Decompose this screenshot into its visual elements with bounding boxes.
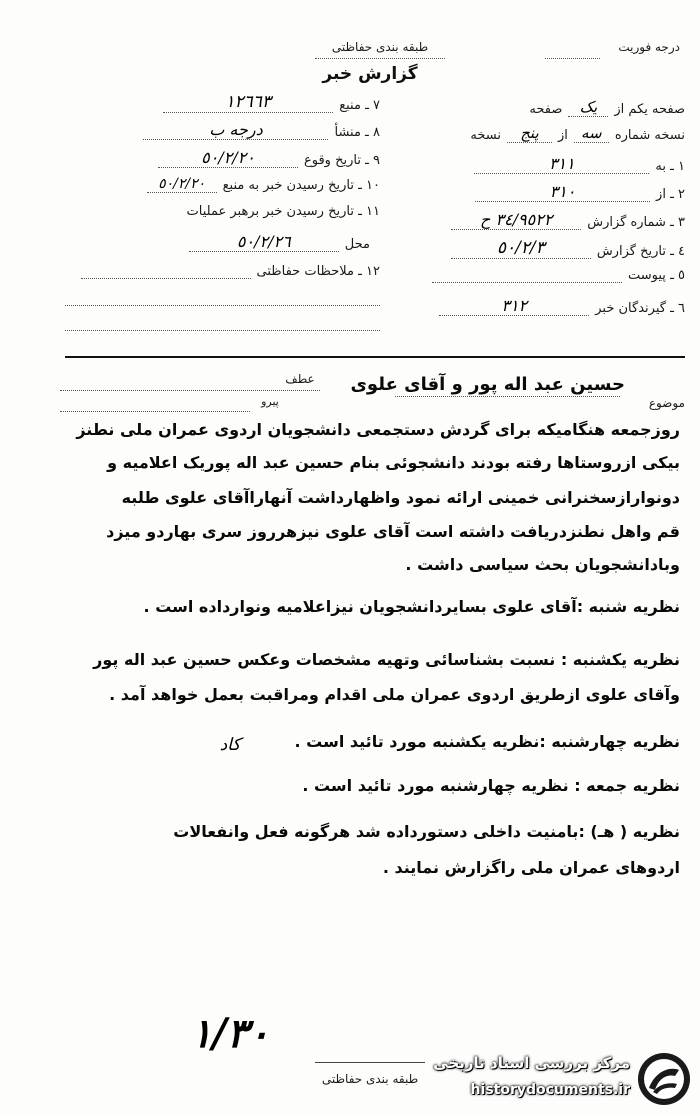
field-label: ٨ ـ منشأ xyxy=(334,125,380,140)
body-line-11: نظریه ( هـ) :بامنیت داخلی دستورداده شد هرگونه فعل وانفعالات xyxy=(173,822,680,841)
field-label: ١ ـ به xyxy=(655,159,685,174)
field-recipients xyxy=(415,296,685,316)
field-mid: از xyxy=(557,128,568,143)
field-value: ١٢٦٦٣ xyxy=(163,92,333,113)
field-line xyxy=(432,280,622,283)
body-line-8: وآقای علوی ازطریق اردوی عمران ملی اقدام ومراقبت بعمل خواهد آمد . xyxy=(109,685,680,704)
watermark-block xyxy=(415,1048,695,1110)
field-label: ١١ ـ تاریخ رسیدن خبر برهبر عملیات xyxy=(186,204,380,219)
field-label: ١٠ ـ تاریخ رسیدن خبر به منبع xyxy=(222,178,380,193)
field-value: ٣١٢ xyxy=(439,296,589,316)
field-label: ٣ ـ شماره گزارش xyxy=(587,215,685,230)
body-line-2: بیکی ازروستاها رفته بودند دانشجوئی بنام حسین عبد اله پوریک اعلامیه و xyxy=(107,453,680,472)
field-label: صفحه یکم از xyxy=(614,102,685,117)
field-value: ٣١٠ xyxy=(475,182,650,202)
field-label: ٩ ـ تاریخ وقوع xyxy=(303,153,380,168)
body-line-4: قم واهل نطنزدریافت داشته است آقای علوی نیزهرروز سری بهاردو میزد xyxy=(106,522,680,541)
margin-note: کاد xyxy=(219,735,241,755)
subject-underline xyxy=(395,396,620,397)
header-divider xyxy=(65,356,685,358)
field-received-by-leader xyxy=(60,204,380,219)
field-copy-number xyxy=(415,124,685,143)
form-title: گزارش خبر xyxy=(322,64,418,84)
field-received-by-source xyxy=(60,176,380,193)
field-label: ٦ ـ گیرندگان خبر xyxy=(595,301,685,316)
field-page xyxy=(415,98,685,117)
field-to xyxy=(415,154,685,174)
reference-label: عطف xyxy=(285,372,315,386)
right-fields xyxy=(415,98,685,328)
field-value: ٥٠/٢/٣ xyxy=(451,238,591,259)
field-suffix: نسخه xyxy=(470,128,501,143)
field-occurrence-date xyxy=(60,148,380,168)
field-value: ٣١١ xyxy=(474,154,649,174)
follow-up-label: پیرو xyxy=(261,395,279,408)
field-value: ٣٤/٩٥٢٢ ح xyxy=(451,210,581,230)
field-value: ٥٠/٢/٢٦ xyxy=(189,232,339,252)
field-report-date xyxy=(415,238,685,259)
field-label: نسخه شماره xyxy=(614,128,685,143)
field-value: سه xyxy=(574,124,609,143)
field-label: ٢ ـ از xyxy=(656,187,685,202)
priority-line xyxy=(545,58,600,59)
left-fields xyxy=(60,92,380,322)
field-value-2: پنج xyxy=(507,124,552,143)
field-label: محل xyxy=(344,237,370,252)
field-label: ٤ ـ تاریخ گزارش xyxy=(596,244,685,259)
remarks-line-3 xyxy=(65,330,380,331)
field-label: ١٢ ـ ملاحظات حفاظتی xyxy=(256,264,380,279)
body-line-5: وبادانشجویان بحث سیاسی داشت . xyxy=(405,555,680,574)
classification-label-top: طبقه بندی حفاظتی xyxy=(331,40,429,54)
reference-line xyxy=(60,390,320,391)
field-origin xyxy=(60,120,380,140)
field-label: ٥ ـ پیوست xyxy=(628,268,685,283)
body-line-7: نظریه یکشنبه : نسبت بشناسائی وتهیه مشخصات وعکس حسین عبد اله پور xyxy=(93,650,680,669)
center-name: مرکز بررسی اسناد تاریخی xyxy=(433,1054,630,1072)
field-suffix: صفحه xyxy=(529,102,563,117)
field-line xyxy=(81,276,251,279)
field-security-remarks xyxy=(60,264,380,279)
field-value: ٥٠/٢/٢٠ xyxy=(147,176,217,193)
classification-label-bottom: طبقه بندی حفاظتی xyxy=(321,1072,419,1086)
website-url: historydocuments.ir xyxy=(470,1082,630,1098)
field-place xyxy=(70,232,370,252)
field-from xyxy=(415,182,685,202)
body-line-1: روزجمعه هنگامیکه برای گردش دستجمعی دانشجویان اردوی عمران ملی نطنز xyxy=(76,420,680,439)
body-line-10: نظریه جمعه : نظریه چهارشنبه مورد تائید است . xyxy=(302,776,680,795)
follow-up-line xyxy=(60,411,250,412)
field-attachment xyxy=(415,268,685,283)
remarks-line-2 xyxy=(65,305,380,306)
body-line-9: نظریه چهارشنبه :نظریه یکشنبه مورد تائید است . xyxy=(294,732,680,751)
priority-label: درجه فوریت xyxy=(618,40,680,54)
archive-logo-icon xyxy=(635,1050,693,1108)
body-line-3: دونوارازسخنرانی خمینی ارائه نمود واظهارداشت آنهاراآقای علوی طلبه xyxy=(121,488,680,507)
field-value: یک xyxy=(568,98,608,117)
footer-rule xyxy=(315,1062,425,1063)
body-line-12: اردوهای عمران ملی راگزارش نمایند . xyxy=(382,858,680,877)
field-value: ٥٠/٢/٢٠ xyxy=(158,148,298,168)
field-label: ٧ ـ منبع xyxy=(339,98,380,113)
subject-value: حسین عبد اله پور و آقای علوی xyxy=(350,374,625,395)
subject-label: موضوع xyxy=(648,396,685,410)
field-value: درجه ب xyxy=(143,120,328,140)
body-line-6: نظریه شنبه :آقای علوی بسایردانشجویان نیزاعلامیه ونوارداده است . xyxy=(143,597,680,616)
page-number: ١/٣٠ xyxy=(190,1010,270,1057)
classification-line-top xyxy=(315,58,445,59)
field-report-number xyxy=(415,210,685,230)
field-source xyxy=(60,92,380,113)
